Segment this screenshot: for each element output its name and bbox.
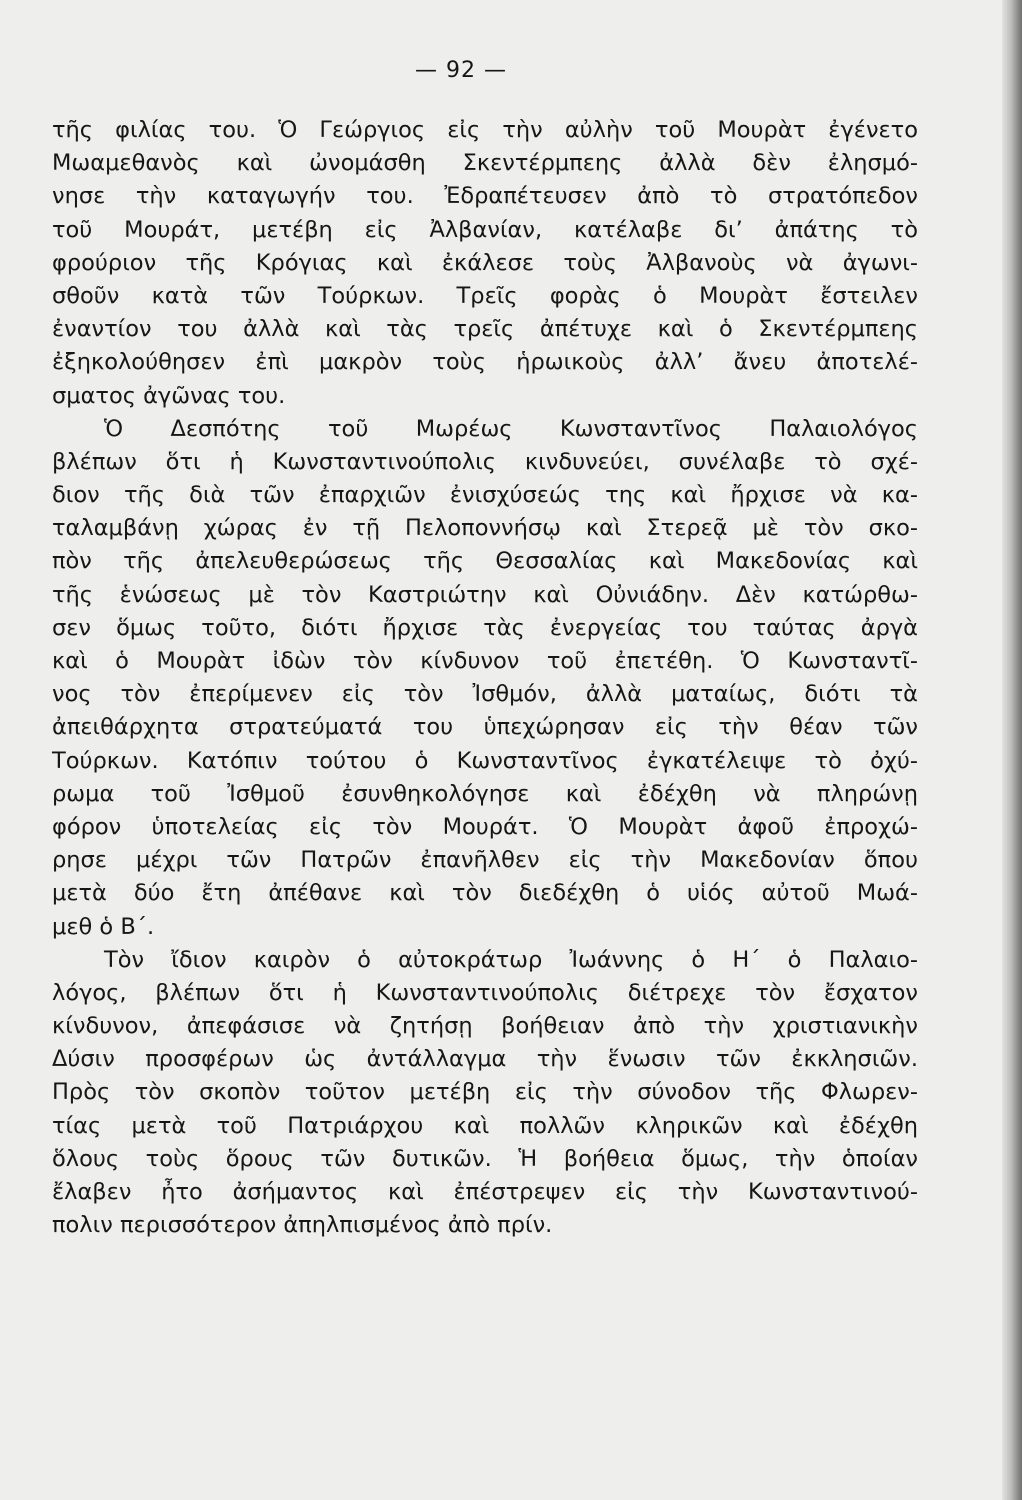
text-line: Τούρκων. Κατόπιν τούτου ὁ Κωνσταντῖνος ἐγκατέλειψε τὸ ὀχύ- <box>52 747 918 774</box>
text-line: κίνδυνον, ἀπεφάσισε νὰ ζητήσῃ βοήθειαν ἀπὸ τὴν χριστιανικὴν <box>52 1013 918 1040</box>
text-line: ρωμα τοῦ Ἰσθμοῦ ἐσυνθηκολόγησε καὶ ἐδέχθη νὰ πληρώνῃ <box>52 780 918 807</box>
text-line: πὸν τῆς ἀπελευθερώσεως τῆς Θεσσαλίας καὶ Μακεδονίας καὶ <box>52 548 918 575</box>
text-line: Δύσιν προσφέρων ὡς ἀντάλλαγμα τὴν ἕνωσιν τῶν ἐκκλησιῶν. <box>52 1046 918 1073</box>
text-line: Μωαμεθανὸς καὶ ὠνομάσθη Σκεντέρμπεης ἀλλὰ δὲν ἐλησμό- <box>52 150 918 177</box>
paragraph-start-line: Τὸν ἴδιον καιρὸν ὁ αὐτοκράτωρ Ἰωάννης ὁ Η΄ ὁ Παλαιο- <box>104 946 918 973</box>
paragraph-end-line: πολιν περισσότερον ἀπηλπισμένος ἀπὸ πρίν. <box>52 1212 553 1239</box>
text-line: τοῦ Μουράτ, μετέβη εἰς Ἀλβανίαν, κατέλαβε δι’ ἀπάτης τὸ <box>52 216 918 243</box>
text-line: καὶ ὁ Μουρὰτ ἰδὼν τὸν κίνδυνον τοῦ ἐπετέθη. Ὁ Κωνσταντῖ- <box>52 648 918 674</box>
text-line: βλέπων ὅτι ἡ Κωνσταντινούπολις κινδυνεύει, συνέλαβε τὸ σχέ- <box>52 448 918 475</box>
text-line: νος τὸν ἐπερίμενεν εἰς τὸν Ἰσθμόν, ἀλλὰ ματαίως, διότι τὰ <box>52 681 918 708</box>
text-line: ἔλαβεν ἦτο ἀσήμαντος καὶ ἐπέστρεψεν εἰς τὴν Κωνσταντινού- <box>52 1179 918 1205</box>
text-line: λόγος, βλέπων ὅτι ἡ Κωνσταντινούπολις διέτρεχε τὸν ἔσχατον <box>52 979 918 1006</box>
page-number: — 92 — <box>415 58 507 83</box>
text-line: νησε τὴν καταγωγήν του. Ἐδραπέτευσεν ἀπὸ τὸ στρατόπεδον <box>52 183 918 210</box>
text-line: ταλαμβάνῃ χώρας ἐν τῇ Πελοποννήσῳ καὶ Στερεᾷ μὲ τὸν σκο- <box>52 515 918 542</box>
text-line: ρησε μέχρι τῶν Πατρῶν ἐπανῆλθεν εἰς τὴν Μακεδονίαν ὅπου <box>52 847 918 874</box>
text-line: Πρὸς τὸν σκοπὸν τοῦτον μετέβη εἰς τὴν σύνοδον τῆς Φλωρεν- <box>52 1079 918 1106</box>
text-line: ὅλους τοὺς ὅρους τῶν δυτικῶν. Ἡ βοήθεια ὅμως, τὴν ὁποίαν <box>52 1145 918 1172</box>
text-line: τῆς ἑνώσεως μὲ τὸν Καστριώτην καὶ Οὐνιάδην. Δὲν κατώρθω- <box>52 581 918 608</box>
text-line: διον τῆς διὰ τῶν ἐπαρχιῶν ἐνισχύσεώς της καὶ ἤρχισε νὰ κα- <box>52 482 918 509</box>
text-line: φόρον ὑποτελείας εἰς τὸν Μουράτ. Ὁ Μουρὰτ ἀφοῦ ἐπροχώ- <box>52 813 918 840</box>
text-line: τῆς φιλίας του. Ὁ Γεώργιος εἰς τὴν αὐλὴν τοῦ Μουρὰτ ἐγένετο <box>52 117 918 143</box>
text-line: ἀπειθάρχητα στρατεύματά του ὑπεχώρησαν εἰς τὴν θέαν τῶν <box>52 714 918 741</box>
paragraph-end-line: σματος ἀγῶνας του. <box>52 382 286 409</box>
text-line: σθοῦν κατὰ τῶν Τούρκων. Τρεῖς φορὰς ὁ Μουρὰτ ἔστειλεν <box>52 282 918 309</box>
paragraph-end-line: μεθ ὁ Β΄. <box>52 913 155 940</box>
body-text <box>52 114 918 1242</box>
page-edge-shadow <box>1002 0 1022 1500</box>
text-line: μετὰ δύο ἔτη ἀπέθανε καὶ τὸν διεδέχθη ὁ υἱός αὐτοῦ Μωά- <box>52 880 918 907</box>
text-line: σεν ὅμως τοῦτο, διότι ἤρχισε τὰς ἐνεργείας του ταύτας ἀργὰ <box>52 614 918 641</box>
text-line: ἐναντίον του ἀλλὰ καὶ τὰς τρεῖς ἀπέτυχε καὶ ὁ Σκεντέρμπεης <box>52 316 918 343</box>
text-line: ἐξηκολούθησεν ἐπὶ μακρὸν τοὺς ἡρωικοὺς ἀλλ’ ἄνευ ἀποτελέ- <box>52 349 918 376</box>
text-line: φρούριον τῆς Κρόγιας καὶ ἐκάλεσε τοὺς Ἀλβανοὺς νὰ ἀγωνι- <box>52 249 918 276</box>
paragraph-start-line: Ὁ Δεσπότης τοῦ Μωρέως Κωνσταντῖνος Παλαιολόγος <box>104 415 918 442</box>
text-line: τίας μετὰ τοῦ Πατριάρχου καὶ πολλῶν κληρικῶν καὶ ἐδέχθη <box>52 1112 918 1139</box>
